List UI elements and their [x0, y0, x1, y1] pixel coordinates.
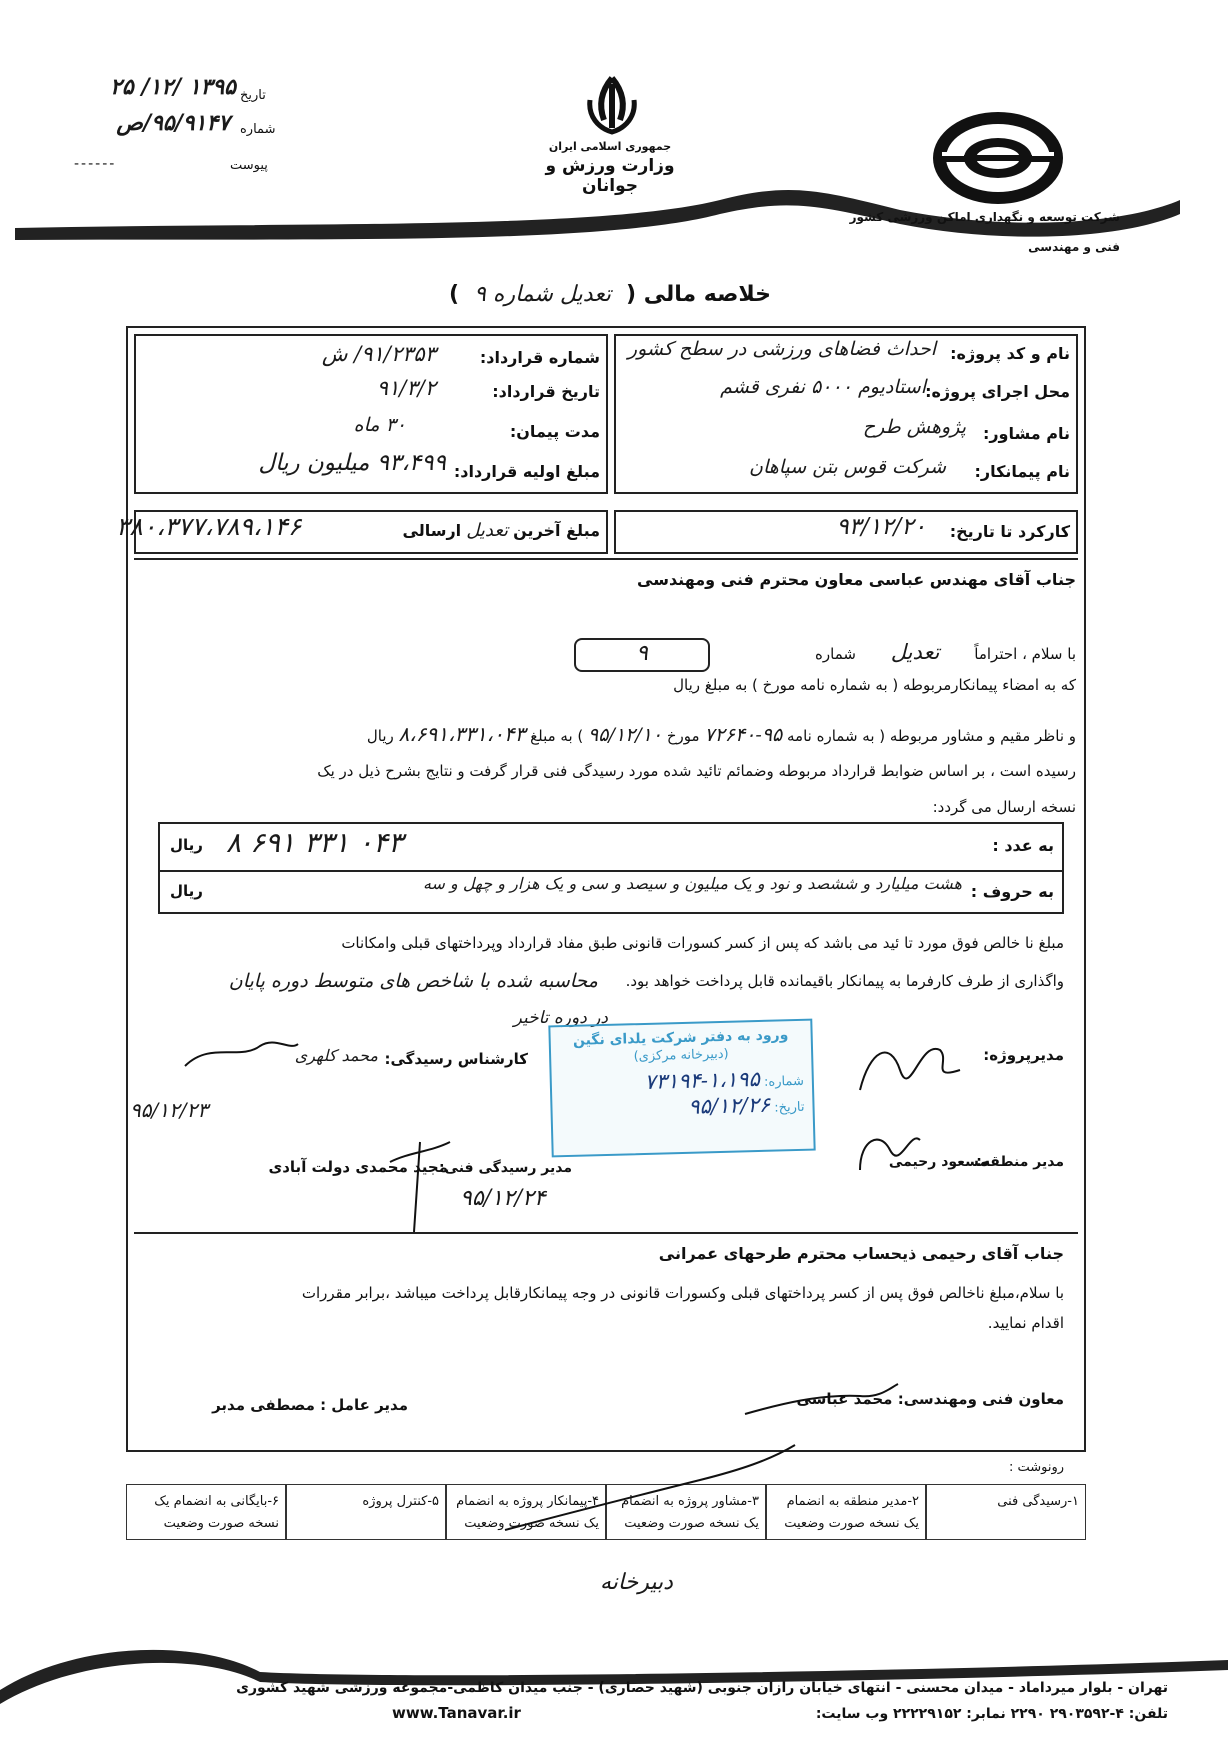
project-manager-signature — [850, 1030, 970, 1110]
amount-digits-value: ۸ ۶۹۱ ۳۳۱ ۰۴۳ — [226, 826, 404, 859]
letter-line5: نسخه ارسال می گردد: — [932, 798, 1076, 816]
deputy-signature — [740, 1374, 900, 1424]
letter-number-word: شماره — [815, 645, 856, 663]
work-until-value: ۹۳/۱۲/۲۰ — [836, 514, 926, 540]
attachment-value: ------ — [74, 156, 117, 172]
footer-website: www.Tanavar.ir — [392, 1704, 521, 1722]
work-until-box — [614, 510, 1078, 554]
header — [0, 0, 1228, 270]
last-amount-box — [116, 510, 608, 554]
amount-rial: ریال — [170, 836, 203, 854]
stamp-date-label: تاریخ: — [774, 1099, 805, 1116]
footer-address: تهران - بلوار میرداماد - میدان محسنی - انتهای خیابان رازان جنوبی (شهید حصاری) - جنب میدان کاظمی-مجموعه ورزشی شهید کشوری — [236, 1680, 1168, 1696]
contract-duration-value: ۳۰ ماه — [353, 414, 406, 436]
contract-duration-label: مدت پیمان: — [509, 422, 600, 441]
number-value: ۹۵/۹۱۴۷/ص — [116, 110, 230, 136]
company-logo-icon — [928, 108, 1068, 208]
tech-review-date: ۹۵/۱۲/۲۴ — [460, 1186, 546, 1211]
contract-number-value: ۹۱/۲۳۵۳/ ش — [321, 342, 436, 366]
note-hw-1: محاسبه شده با شاخص های متوسط دوره پایان — [228, 970, 598, 992]
project-name-value: احداث فضاهای ورزشی در سطح کشور — [627, 338, 936, 360]
stamp-date-value: ۹۵/۱۲/۲۶ — [687, 1092, 771, 1119]
amount-box — [158, 822, 1064, 914]
project-manager-label: مدیرپروژه: — [983, 1046, 1064, 1064]
cc-cell-6-line2: نسخه صورت وضعیت — [163, 1516, 279, 1531]
second-letter-body-2: اقدام نمایید. — [987, 1314, 1064, 1332]
letter-line3-ref: ۹۵-۷۲۶۴۰ — [704, 724, 783, 746]
amount-box-divider — [160, 870, 1062, 872]
cc-cell-3-line1: ۳-مشاور پروژه به انضمام — [621, 1494, 759, 1509]
second-letter-body-1: با سلام،مبلغ ناخالص فوق پس از کسر پرداختهای قبلی وکسورات قانونی در وجه پیمانکارقابل پرداخت میباشد ،برابر مقررات — [301, 1284, 1064, 1302]
contractor-label: نام پیمانکار: — [974, 462, 1070, 481]
registry-stamp — [548, 1019, 815, 1158]
cc-cell-2-line2: یک نسخه صورت وضعیت — [784, 1516, 919, 1531]
cc-cell-1-line1: ۱-رسیدگی فنی — [997, 1494, 1079, 1509]
cc-cell-4-line2: یک نسخه صورت وضعیت — [464, 1516, 599, 1531]
cc-signature — [500, 1440, 800, 1540]
letter-number-value: ۹ — [636, 641, 648, 666]
reviewer-date: ۹۵/۱۲/۲۳ — [130, 1098, 208, 1122]
project-name-label: نام و کد پروژه: — [950, 344, 1070, 363]
letter-recipient: جناب آقای مهندس عباسی معاون محترم فنی ومهندسی — [637, 570, 1076, 589]
letter-line3-c: ) به مبلغ — [530, 727, 584, 745]
contract-date-value: ۹۱/۳/۲ — [376, 376, 436, 400]
title-prefix: خلاصه مالی ( — [626, 282, 771, 307]
cc-cell-6 — [126, 1484, 286, 1540]
note-line-2: واگذاری از طرف کارفرما به پیمانکار باقیمانده قابل پرداخت خواهد بود. — [625, 972, 1064, 990]
cc-cell-4-line1: ۴-پیمانکار پروژه به انضمام — [456, 1494, 599, 1509]
note-line-1: مبلغ نا خالص فوق مورد تا ئید می باشد که پس از کسر کسورات قانونی طبق مفاد قرارداد وپرداختهای قبلی وامکانات — [341, 934, 1064, 952]
region-manager-name: مسعود رحیمی — [888, 1154, 988, 1170]
amount-rial-2: ریال — [170, 882, 203, 900]
consultant-value: پژوهش طرح — [862, 416, 966, 438]
attachment-label: پیوست — [230, 158, 268, 173]
initial-amount-label: مبلغ اولیه قرارداد: — [453, 462, 600, 481]
cc-cell-6-line1: ۶-بایگانی به انضمام یک — [154, 1494, 279, 1509]
cc-cell-3-line2: یک نسخه صورت وضعیت — [624, 1516, 759, 1531]
letter-greeting-row — [815, 640, 1076, 664]
cc-cell-1 — [926, 1484, 1086, 1540]
stamp-line-2: (دبیرخانه مرکزی) — [633, 1046, 729, 1065]
last-amount-label2: ارسالی — [402, 521, 462, 540]
letter-line3-date: ۹۵/۱۲/۱۰ — [588, 724, 663, 746]
title-handwritten: تعدیل شماره ۹ — [474, 282, 611, 307]
company-name: شرکت توسعه و نگهداری اماکن ورزشی کشور — [849, 210, 1120, 224]
letter-line3-amount: ۸،۶۹۱،۳۳۱،۰۴۳ — [398, 722, 526, 746]
cc-cell-2-line1: ۲-مدیر منطقه به انضمام — [786, 1494, 919, 1509]
project-info-box — [614, 334, 1078, 494]
last-amount-label: مبلغ آخرین — [513, 521, 600, 540]
stamp-number-value: ۱،۱۹۵-۷۳۱۹۴ — [644, 1066, 761, 1094]
work-until-label: کارکرد تا تاریخ: — [949, 522, 1070, 541]
region-manager-signature — [850, 1120, 930, 1180]
cc-cell-5 — [286, 1484, 446, 1540]
reviewer-signature — [180, 1036, 300, 1076]
tech-review-signature — [380, 1132, 460, 1242]
contract-number-label: شماره قرارداد: — [479, 348, 600, 367]
company-department: فنی و مهندسی — [1028, 240, 1120, 254]
reviewer-name: محمد کلهری — [294, 1046, 378, 1065]
document-title — [360, 282, 860, 307]
project-location-label: محل اجرای پروژه: — [925, 382, 1070, 401]
project-location-value: استادیوم ۵۰۰۰ نفری قشم — [720, 376, 926, 398]
title-suffix: ) — [449, 282, 460, 307]
ministry-name: وزارت ورزش و جوانان — [545, 156, 675, 196]
contract-date-label: تاریخ قرارداد: — [492, 382, 600, 401]
stamp-date-row — [552, 1092, 813, 1123]
date-value: ۱۳۹۵ /۱۲/ ۲۵ — [110, 74, 236, 100]
amount-words-value: هشت میلیارد و ششصد و نود و یک میلیون و سیصد و سی و یک هزار و چهل و سه — [422, 874, 962, 893]
letter-line3-b: مورخ — [666, 727, 700, 745]
stamp-number-label: شماره: — [763, 1073, 805, 1090]
last-amount-label-group — [403, 520, 600, 541]
amount-digits-label: به عدد : — [992, 836, 1054, 855]
letter-line3 — [367, 722, 1076, 746]
number-label: شماره — [240, 122, 276, 137]
cc-label: رونوشت : — [1008, 1460, 1064, 1475]
amount-words-label: به حروف : — [970, 882, 1054, 901]
footer-phone: تلفن: ۴-۲۹۰۳۵۹۲ ۲۲۹۰ نمابر: ۲۲۲۲۹۱۵۲ وب سایت: — [815, 1706, 1168, 1722]
date-label: تاریخ — [240, 88, 266, 103]
tech-review-label: مدیر رسیدگی فنی: — [438, 1160, 572, 1176]
cc-cell-5-line1: ۵-کنترل پروژه — [362, 1494, 439, 1509]
consultant-label: نام مشاور: — [982, 424, 1070, 443]
reviewer-label: کارشناس رسیدگی: — [384, 1050, 528, 1068]
iran-emblem-icon — [582, 70, 642, 140]
letter-adjustment-hw: تعدیل — [890, 640, 940, 664]
letter-greeting: با سلام ، احتراماً — [974, 645, 1076, 663]
deputy-signature-label: معاون فنی ومهندسی: محمد عباسی — [796, 1390, 1064, 1408]
letter-line4: رسیده است ، بر اساس ضوابط قرارداد مربوطه وضمائم تائید شده مورد رسیدگی فنی قرار گرفت و نتایج بشرح ذیل در یک — [317, 762, 1076, 780]
letter-line2: که به امضاء پیمانکارمربوطه ( به شماره نامه مورخ ) به مبلغ ریال — [673, 676, 1076, 694]
separator-line — [134, 558, 1078, 560]
footer-handwriting: دبیرخانه — [600, 1570, 673, 1595]
second-letter-recipient: جناب آقای رحیمی ذیحساب محترم طرحهای عمرانی — [658, 1244, 1064, 1263]
contractor-value: شرکت قوس بتن سپاهان — [748, 456, 946, 478]
region-manager-label: مدیر منطقه: — [976, 1154, 1064, 1170]
letter-number-box — [574, 638, 710, 672]
last-amount-value: ۳۸۰،۳۷۷،۷۸۹،۱۴۶ — [116, 512, 302, 541]
note-hw-2: در دوره تاخیر — [513, 1008, 608, 1028]
contract-info-box — [134, 334, 608, 494]
stamp-line-1: ورود به دفتر شرکت یلدای نگین — [572, 1027, 789, 1049]
emblem-caption: جمهوری اسلامی ایران — [548, 140, 672, 153]
ceo-signature-label: مدیر عامل : مصطفی مدبر — [212, 1396, 408, 1414]
tech-review-name: مجید محمدی دولت آبادی — [268, 1158, 448, 1176]
letter-line3-d: ریال — [366, 727, 394, 745]
initial-amount-value: ۹۳،۴۹۹ میلیون ریال — [258, 450, 446, 476]
letter-line3-a: و ناظر مقیم و مشاور مربوطه ( به شماره نامه — [787, 727, 1076, 745]
last-amount-hw: تعدیل — [466, 520, 509, 541]
second-letter-separator — [134, 1232, 1078, 1234]
